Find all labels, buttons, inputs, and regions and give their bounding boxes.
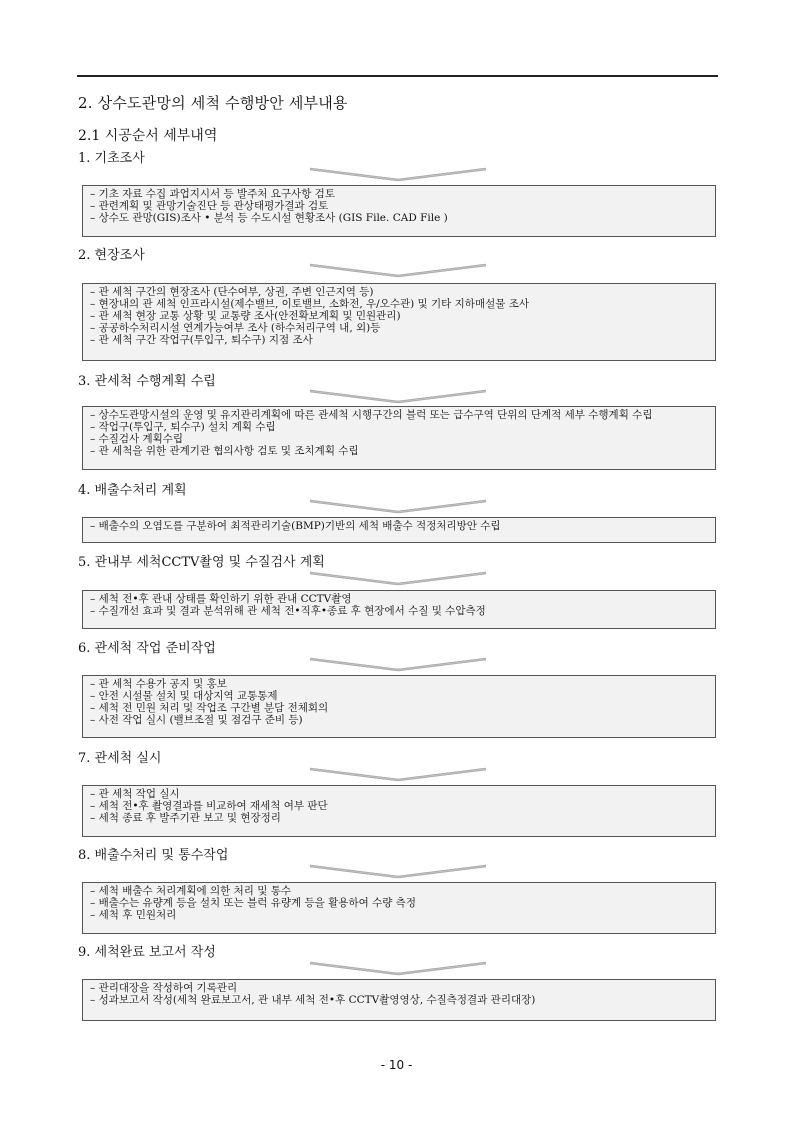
chevron-down-icon bbox=[310, 656, 486, 672]
list-item: – 관 세척 구간 작업구(투입구, 퇴수구) 지점 조사 bbox=[90, 334, 708, 346]
list-item: – 관련계획 및 관망기술진단 등 관상태평가결과 검토 bbox=[90, 200, 708, 212]
list-item: – 관 세척을 위한 관계기관 협의사항 검토 및 조치계획 수립 bbox=[90, 445, 708, 457]
page-number: - 10 - bbox=[380, 1058, 413, 1072]
step-title: 6. 관세척 작업 준비작업 bbox=[78, 641, 216, 656]
step-detail-box bbox=[82, 675, 716, 738]
step-title: 4. 배출수처리 계획 bbox=[78, 483, 187, 498]
chevron-down-icon bbox=[310, 960, 486, 976]
step-title: 2. 현장조사 bbox=[78, 248, 145, 263]
step-title: 5. 관내부 세척CCTV촬영 및 수질검사 계획 bbox=[78, 555, 325, 570]
chevron-down-icon bbox=[310, 863, 486, 879]
list-item: – 공공하수처리시설 연계가능여부 조사 (하수처리구역 내, 외)등 bbox=[90, 322, 708, 334]
subsection-heading: 2.1 시공순서 세부내역 bbox=[78, 128, 218, 144]
step-title: 1. 기초조사 bbox=[78, 151, 145, 166]
step-title: 8. 배출수처리 및 통수작업 bbox=[78, 848, 229, 863]
chevron-down-icon bbox=[310, 388, 486, 404]
chevron-down-icon bbox=[310, 166, 486, 182]
list-item: – 세척 배출수 처리계획에 의한 처리 및 통수 bbox=[90, 885, 708, 897]
step-detail-box bbox=[82, 785, 716, 837]
list-item: – 현장내의 관 세척 인프라시설(제수밸브, 이토밸브, 소화전, 우/오수관) 및 기타 지하매설물 조사 bbox=[90, 298, 708, 310]
list-item: – 수질검사 계획수립 bbox=[90, 433, 708, 445]
chevron-down-icon bbox=[310, 498, 486, 514]
list-item: – 세척 전 민원 처리 및 작업조 구간별 분담 전체회의 bbox=[90, 702, 708, 714]
step-detail-box bbox=[82, 979, 716, 1021]
top-rule bbox=[77, 75, 718, 77]
step-detail-box bbox=[82, 185, 716, 237]
chevron-down-icon bbox=[310, 262, 486, 278]
list-item: – 수질개선 효과 및 결과 분석위해 관 세척 전•직후•종료 후 현장에서 수질 및 수압측정 bbox=[90, 605, 708, 617]
list-item: – 사전 작업 실시 (밸브조절 및 점검구 준비 등) bbox=[90, 714, 708, 726]
list-item: – 작업구(투입구, 퇴수구) 설치 계획 수립 bbox=[90, 421, 708, 433]
list-item: – 관 세척 구간의 현장조사 (단수여부, 상권, 주변 인근지역 등) bbox=[90, 286, 708, 298]
step-title: 7. 관세척 실시 bbox=[78, 751, 162, 766]
step-detail-box bbox=[82, 283, 716, 361]
list-item: – 관 세척 현장 교통 상황 및 교통량 조사(안전확보계획 및 민원관리) bbox=[90, 310, 708, 322]
section-heading: 2. 상수도관망의 세척 수행방안 세부내용 bbox=[78, 94, 348, 112]
list-item: – 상수도 관망(GIS)조사 • 분석 등 수도시설 현황조사 (GIS File. CAD File ) bbox=[90, 212, 708, 224]
chevron-down-icon bbox=[310, 766, 486, 782]
list-item: – 세척 종료 후 발주기관 보고 및 현장정리 bbox=[90, 812, 708, 824]
step-title: 9. 세척완료 보고서 작성 bbox=[78, 945, 216, 960]
list-item: – 배출수의 오염도를 구분하여 최적관리기술(BMP)기반의 세척 배출수 적정처리방안 수립 bbox=[90, 520, 708, 532]
step-detail-box bbox=[82, 517, 716, 543]
list-item: – 안전 시설물 설치 및 대상지역 교통통제 bbox=[90, 690, 708, 702]
list-item: – 세척 후 민원처리 bbox=[90, 909, 708, 921]
list-item: – 관 세척 수용가 공지 및 홍보 bbox=[90, 678, 708, 690]
list-item: – 세척 전•후 촬영결과를 비교하여 재세척 여부 판단 bbox=[90, 800, 708, 812]
step-detail-box bbox=[82, 406, 716, 470]
step-detail-box bbox=[82, 882, 716, 934]
list-item: – 관 세척 작업 실시 bbox=[90, 788, 708, 800]
step-title: 3. 관세척 수행계획 수립 bbox=[78, 374, 216, 389]
list-item: – 관리대장을 작성하여 기록관리 bbox=[90, 982, 708, 994]
list-item: – 기초 자료 수집 과업지시서 등 발주처 요구사항 검토 bbox=[90, 188, 708, 200]
chevron-down-icon bbox=[310, 570, 486, 586]
step-detail-box bbox=[82, 590, 716, 629]
list-item: – 성과보고서 작성(세척 완료보고서, 관 내부 세척 전•후 CCTV촬영영상, 수질측정결과 관리대장) bbox=[90, 994, 708, 1006]
list-item: – 배출수는 유량계 등을 설치 또는 블럭 유량계 등을 활용하여 수량 측정 bbox=[90, 897, 708, 909]
list-item: – 상수도관망시설의 운영 및 유지관리계획에 따른 관세척 시행구간의 블럭 또는 급수구역 단위의 단계적 세부 수행계획 수립 bbox=[90, 409, 708, 421]
list-item: – 세척 전•후 관내 상태를 확인하기 위한 관내 CCTV촬영 bbox=[90, 593, 708, 605]
